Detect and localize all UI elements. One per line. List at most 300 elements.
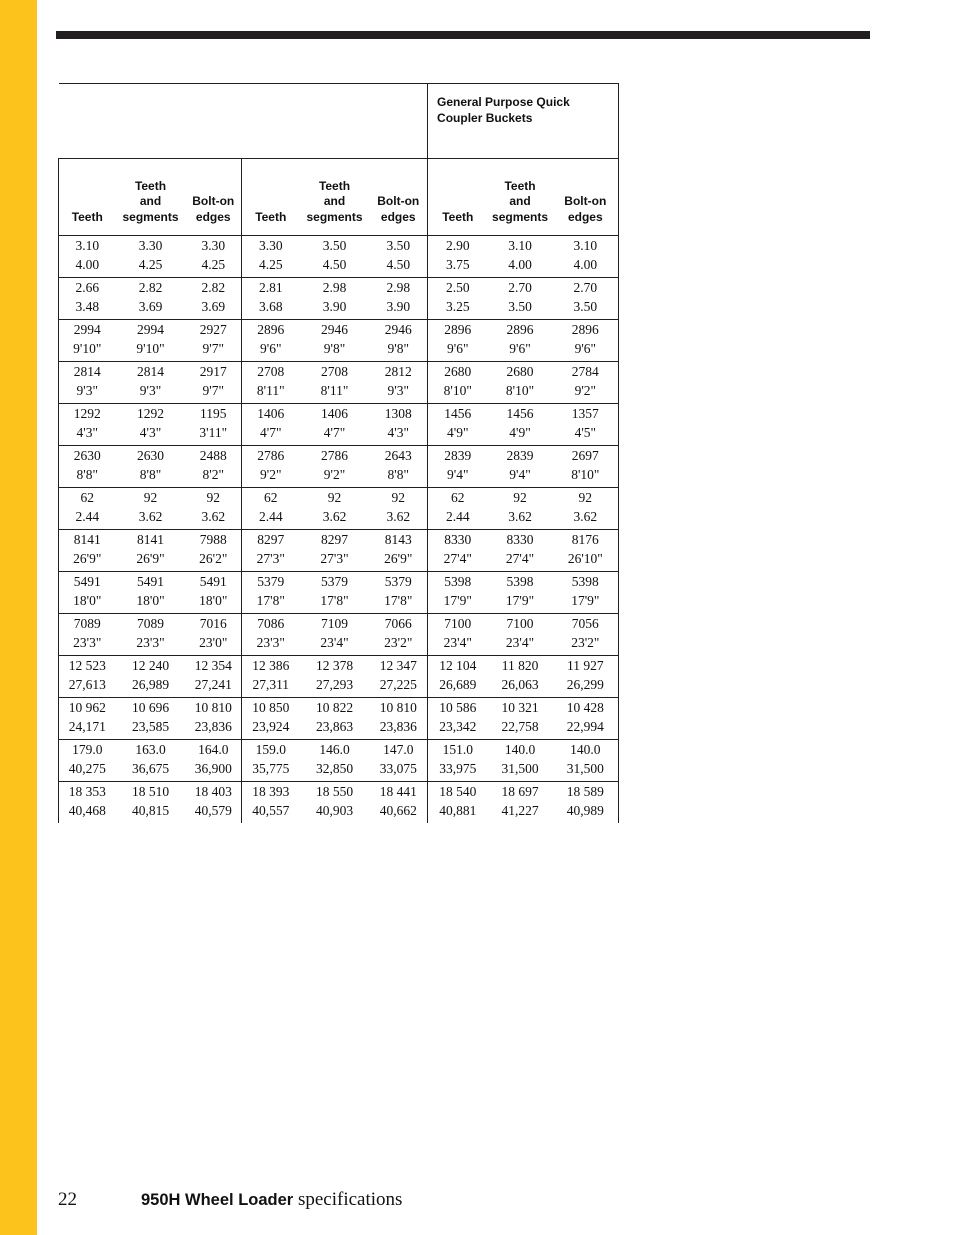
table-cell (428, 362, 488, 404)
imperial-value: 26,689 (439, 676, 477, 692)
metric-value: 12 378 (315, 658, 354, 673)
footer-model: 950H Wheel Loader (141, 1191, 294, 1209)
imperial-value: 4.25 (258, 256, 283, 272)
metric-value: 2680 (506, 364, 534, 379)
metric-value: 5398 (571, 574, 599, 589)
metric-value: 2946 (384, 322, 412, 337)
table-cell (428, 446, 488, 488)
imperial-value: 4'9" (447, 424, 469, 440)
table-row (59, 404, 619, 446)
imperial-value: 40,579 (194, 802, 232, 818)
metric-value: 18 403 (194, 784, 232, 799)
table-cell (242, 572, 300, 614)
group-header-blank (59, 84, 428, 159)
imperial-value: 26,299 (566, 676, 604, 692)
table-cell (242, 320, 300, 362)
metric-value: 8297 (321, 532, 348, 547)
table-cell (242, 236, 300, 278)
metric-value: 11 927 (566, 658, 604, 673)
metric-value: 2.81 (258, 280, 283, 295)
imperial-value: 22,758 (501, 718, 539, 734)
metric-value: 2994 (137, 322, 164, 337)
metric-value: 12 104 (439, 658, 477, 673)
metric-value: 18 510 (131, 784, 170, 799)
table-cell (186, 320, 242, 362)
imperial-value: 3.69 (201, 298, 226, 314)
metric-value: 2680 (444, 364, 472, 379)
metric-value: 5379 (384, 574, 412, 589)
footer-title (141, 1189, 402, 1211)
metric-value: 12 347 (379, 658, 417, 673)
table-cell (553, 530, 619, 572)
group-title: General Purpose Quick Coupler Buckets (428, 84, 619, 159)
imperial-value: 9'8" (387, 340, 409, 356)
table-cell (59, 698, 116, 740)
imperial-value: 3.75 (445, 256, 470, 272)
table-cell (428, 320, 488, 362)
table-cell (553, 236, 619, 278)
metric-value: 5379 (257, 574, 285, 589)
imperial-value: 26,989 (131, 676, 170, 692)
table-row (59, 614, 619, 656)
table-cell (116, 698, 186, 740)
table-row (59, 572, 619, 614)
table-cell (370, 572, 428, 614)
metric-value: 18 697 (501, 784, 539, 799)
table-cell (488, 404, 553, 446)
metric-value: 3.50 (322, 238, 347, 253)
imperial-value: 8'10" (571, 466, 600, 482)
metric-value: 18 589 (566, 784, 604, 799)
table-cell (370, 404, 428, 446)
imperial-value: 17'8" (384, 592, 413, 608)
imperial-value: 9'3" (76, 382, 98, 398)
table-cell (300, 236, 370, 278)
table-cell (186, 572, 242, 614)
metric-value: 8143 (384, 532, 412, 547)
metric-value: 5491 (199, 574, 227, 589)
imperial-value: 3.68 (258, 298, 283, 314)
metric-value: 5398 (444, 574, 472, 589)
imperial-value: 35,775 (252, 760, 290, 776)
table-cell (186, 278, 242, 320)
imperial-value: 40,662 (379, 802, 417, 818)
table-cell (242, 530, 300, 572)
table-cell (300, 740, 370, 782)
table-cell (370, 278, 428, 320)
imperial-value: 4'3" (76, 424, 98, 440)
metric-value: 2784 (571, 364, 599, 379)
metric-value: 5398 (506, 574, 534, 589)
table-cell (300, 698, 370, 740)
imperial-value: 4.00 (573, 256, 598, 272)
metric-value: 2927 (199, 322, 227, 337)
table-row (59, 530, 619, 572)
imperial-value: 9'10" (136, 340, 165, 356)
metric-value: 62 (451, 490, 465, 505)
bucket-spec-table (58, 83, 619, 823)
table-cell (116, 782, 186, 824)
imperial-value: 23'3" (73, 634, 102, 650)
imperial-value: 4'3" (139, 424, 162, 440)
imperial-value: 9'2" (574, 382, 597, 398)
imperial-value: 26,063 (501, 676, 539, 692)
metric-value: 3.50 (386, 238, 411, 253)
metric-value: 18 550 (315, 784, 354, 799)
imperial-value: 40,881 (439, 802, 477, 818)
imperial-value: 36,900 (194, 760, 232, 776)
table-cell (488, 614, 553, 656)
metric-value: 2.70 (508, 280, 532, 295)
table-cell (370, 656, 428, 698)
metric-value: 10 822 (315, 700, 354, 715)
table-cell (553, 698, 619, 740)
column-header: Teeth and segments (300, 159, 370, 236)
metric-value: 12 386 (252, 658, 290, 673)
table-cell (59, 278, 116, 320)
metric-value: 7109 (321, 616, 348, 631)
table-cell (300, 530, 370, 572)
table-cell (116, 614, 186, 656)
metric-value: 2708 (257, 364, 285, 379)
imperial-value: 4'7" (260, 424, 282, 440)
table-cell (553, 614, 619, 656)
metric-value: 159.0 (255, 742, 286, 757)
metric-value: 12 354 (194, 658, 232, 673)
imperial-value: 40,815 (131, 802, 170, 818)
imperial-value: 23,863 (315, 718, 354, 734)
column-header: Bolt-on edges (186, 159, 242, 236)
table-cell (300, 572, 370, 614)
metric-value: 11 820 (501, 658, 539, 673)
metric-value: 10 696 (131, 700, 170, 715)
metric-value: 2896 (257, 322, 285, 337)
imperial-value: 23'2" (384, 634, 413, 650)
table-row (59, 698, 619, 740)
imperial-value: 3.69 (138, 298, 163, 314)
table-cell (488, 740, 553, 782)
imperial-value: 36,675 (131, 760, 170, 776)
table-cell (553, 362, 619, 404)
table-cell (242, 446, 300, 488)
metric-value: 7089 (73, 616, 101, 631)
metric-value: 10 810 (379, 700, 417, 715)
table-cell (428, 740, 488, 782)
table-cell (488, 362, 553, 404)
metric-value: 18 353 (68, 784, 106, 799)
metric-value: 5491 (137, 574, 164, 589)
metric-value: 62 (264, 490, 278, 505)
imperial-value: 22,994 (566, 718, 604, 734)
metric-value: 2812 (384, 364, 412, 379)
column-header: Teeth (428, 159, 488, 236)
metric-value: 151.0 (442, 742, 473, 757)
table-cell (116, 236, 186, 278)
imperial-value: 17'9" (505, 592, 535, 608)
imperial-value: 4'3" (387, 424, 409, 440)
imperial-value: 8'8" (387, 466, 409, 482)
metric-value: 92 (578, 490, 593, 505)
table-cell (116, 404, 186, 446)
metric-value: 10 321 (501, 700, 539, 715)
imperial-value: 9'4" (447, 466, 469, 482)
table-cell (300, 488, 370, 530)
metric-value: 3.10 (573, 238, 598, 253)
table-cell (59, 236, 116, 278)
table-cell (300, 614, 370, 656)
metric-value: 18 441 (379, 784, 417, 799)
table-cell (300, 278, 370, 320)
table-cell (428, 278, 488, 320)
metric-value: 2.50 (445, 280, 470, 295)
table-cell (59, 362, 116, 404)
imperial-value: 41,227 (501, 802, 539, 818)
imperial-value: 27,293 (315, 676, 354, 692)
table-cell (242, 278, 300, 320)
imperial-value: 23,836 (194, 718, 232, 734)
metric-value: 2.98 (322, 280, 347, 295)
imperial-value: 27,311 (252, 676, 290, 692)
table-cell (300, 446, 370, 488)
table-cell (370, 488, 428, 530)
metric-value: 2630 (73, 448, 101, 463)
metric-value: 92 (391, 490, 406, 505)
metric-value: 8176 (571, 532, 599, 547)
sidebar-color-band (0, 0, 37, 1235)
metric-value: 10 586 (439, 700, 477, 715)
metric-value: 147.0 (383, 742, 414, 757)
table-cell (488, 320, 553, 362)
imperial-value: 3.62 (138, 508, 163, 524)
metric-value: 62 (80, 490, 94, 505)
imperial-value: 3.48 (75, 298, 100, 314)
table-cell (242, 614, 300, 656)
table-row (59, 488, 619, 530)
table-cell (116, 530, 186, 572)
imperial-value: 40,468 (68, 802, 106, 818)
metric-value: 7016 (199, 616, 227, 631)
column-header-row (59, 159, 619, 236)
imperial-value: 17'9" (443, 592, 472, 608)
metric-value: 164.0 (198, 742, 229, 757)
metric-value: 2839 (506, 448, 534, 463)
metric-value: 2488 (199, 448, 227, 463)
imperial-value: 23,585 (131, 718, 170, 734)
imperial-value: 4.50 (322, 256, 347, 272)
imperial-value: 27,241 (194, 676, 232, 692)
metric-value: 2917 (199, 364, 227, 379)
metric-value: 7089 (137, 616, 164, 631)
metric-value: 10 810 (194, 700, 232, 715)
metric-value: 179.0 (72, 742, 103, 757)
column-header: Teeth and segments (488, 159, 553, 236)
table-row (59, 656, 619, 698)
table-cell (553, 740, 619, 782)
table-cell (242, 362, 300, 404)
metric-value: 140.0 (570, 742, 601, 757)
metric-value: 163.0 (135, 742, 166, 757)
imperial-value: 23'3" (136, 634, 165, 650)
table-cell (59, 530, 116, 572)
table-row (59, 362, 619, 404)
table-cell (428, 488, 488, 530)
imperial-value: 31,500 (501, 760, 539, 776)
metric-value: 92 (327, 490, 342, 505)
imperial-value: 9'2" (260, 466, 282, 482)
table-cell (488, 782, 553, 824)
table-cell (370, 362, 428, 404)
table-cell (242, 404, 300, 446)
imperial-value: 27,613 (68, 676, 106, 692)
table-cell (370, 698, 428, 740)
table-cell (186, 404, 242, 446)
imperial-value: 8'11" (256, 382, 285, 398)
imperial-value: 4'9" (509, 424, 531, 440)
table-cell (116, 656, 186, 698)
metric-value: 2.98 (386, 280, 411, 295)
imperial-value: 18'0" (199, 592, 228, 608)
imperial-value: 40,903 (315, 802, 354, 818)
table-cell (116, 446, 186, 488)
imperial-value: 8'8" (139, 466, 162, 482)
table-cell (116, 278, 186, 320)
table-cell (428, 236, 488, 278)
metric-value: 2994 (73, 322, 101, 337)
footer-suffix: specifications (293, 1189, 403, 1210)
imperial-value: 17'8" (256, 592, 285, 608)
metric-value: 7100 (506, 616, 534, 631)
imperial-value: 32,850 (315, 760, 354, 776)
column-header: Teeth (59, 159, 116, 236)
table-cell (553, 488, 619, 530)
table-cell (59, 740, 116, 782)
metric-value: 7988 (199, 532, 227, 547)
imperial-value: 27'4" (505, 550, 535, 566)
column-header: Bolt-on edges (553, 159, 619, 236)
metric-value: 3.10 (508, 238, 532, 253)
metric-value: 2814 (73, 364, 101, 379)
table-cell (186, 362, 242, 404)
metric-value: 2814 (137, 364, 164, 379)
table-cell (242, 488, 300, 530)
column-header: Bolt-on edges (370, 159, 428, 236)
imperial-value: 3.62 (201, 508, 226, 524)
imperial-value: 4.00 (508, 256, 532, 272)
table-cell (488, 488, 553, 530)
table-cell (116, 488, 186, 530)
metric-value: 2896 (506, 322, 534, 337)
table-cell (300, 404, 370, 446)
metric-value: 8330 (444, 532, 472, 547)
table-cell (300, 320, 370, 362)
metric-value: 10 428 (566, 700, 604, 715)
metric-value: 7086 (257, 616, 285, 631)
table-cell (242, 740, 300, 782)
imperial-value: 9'6" (574, 340, 597, 356)
column-header: Teeth (242, 159, 300, 236)
table-cell (59, 446, 116, 488)
metric-value: 7056 (571, 616, 599, 631)
table-cell (428, 698, 488, 740)
metric-value: 2946 (321, 322, 348, 337)
imperial-value: 9'7" (202, 382, 224, 398)
metric-value: 12 523 (68, 658, 106, 673)
metric-value: 1308 (384, 406, 412, 421)
metric-value: 2896 (444, 322, 472, 337)
table-cell (59, 656, 116, 698)
table-cell (553, 320, 619, 362)
imperial-value: 2.44 (258, 508, 283, 524)
imperial-value: 33,075 (379, 760, 417, 776)
imperial-value: 17'8" (320, 592, 349, 608)
metric-value: 1357 (571, 406, 599, 421)
table-cell (370, 614, 428, 656)
imperial-value: 9'2" (323, 466, 346, 482)
imperial-value: 23,836 (379, 718, 417, 734)
metric-value: 7100 (444, 616, 472, 631)
table-cell (116, 572, 186, 614)
imperial-value: 23,924 (252, 718, 290, 734)
metric-value: 2630 (137, 448, 164, 463)
imperial-value: 8'2" (202, 466, 224, 482)
metric-value: 2697 (571, 448, 599, 463)
metric-value: 12 240 (131, 658, 170, 673)
metric-value: 2896 (571, 322, 599, 337)
metric-value: 7066 (384, 616, 412, 631)
imperial-value: 3.50 (573, 298, 598, 314)
imperial-value: 9'6" (260, 340, 282, 356)
metric-value: 1406 (257, 406, 285, 421)
metric-value: 92 (513, 490, 527, 505)
table-cell (428, 614, 488, 656)
imperial-value: 23'2" (571, 634, 600, 650)
metric-value: 2.82 (201, 280, 226, 295)
imperial-value: 27,225 (379, 676, 417, 692)
metric-value: 1456 (506, 406, 534, 421)
metric-value: 5379 (321, 574, 348, 589)
metric-value: 140.0 (504, 742, 536, 757)
table-cell (59, 614, 116, 656)
imperial-value: 23'4" (443, 634, 472, 650)
metric-value: 3.30 (138, 238, 163, 253)
table-cell (428, 572, 488, 614)
metric-value: 8141 (73, 532, 101, 547)
table-cell (186, 614, 242, 656)
table-row (59, 782, 619, 824)
metric-value: 1456 (444, 406, 472, 421)
metric-value: 10 962 (68, 700, 106, 715)
table-cell (186, 488, 242, 530)
table-cell (186, 446, 242, 488)
table-row (59, 320, 619, 362)
imperial-value: 8'10" (505, 382, 535, 398)
metric-value: 2786 (321, 448, 348, 463)
imperial-value: 18'0" (136, 592, 165, 608)
table-cell (59, 488, 116, 530)
table-cell (300, 782, 370, 824)
imperial-value: 2.44 (445, 508, 470, 524)
metric-value: 2643 (384, 448, 412, 463)
imperial-value: 9'3" (387, 382, 409, 398)
imperial-value: 3.90 (386, 298, 411, 314)
table-cell (488, 572, 553, 614)
metric-value: 5491 (73, 574, 101, 589)
imperial-value: 8'11" (320, 382, 349, 398)
imperial-value: 4'5" (574, 424, 597, 440)
imperial-value: 31,500 (566, 760, 604, 776)
table-cell (553, 572, 619, 614)
imperial-value: 17'9" (571, 592, 600, 608)
